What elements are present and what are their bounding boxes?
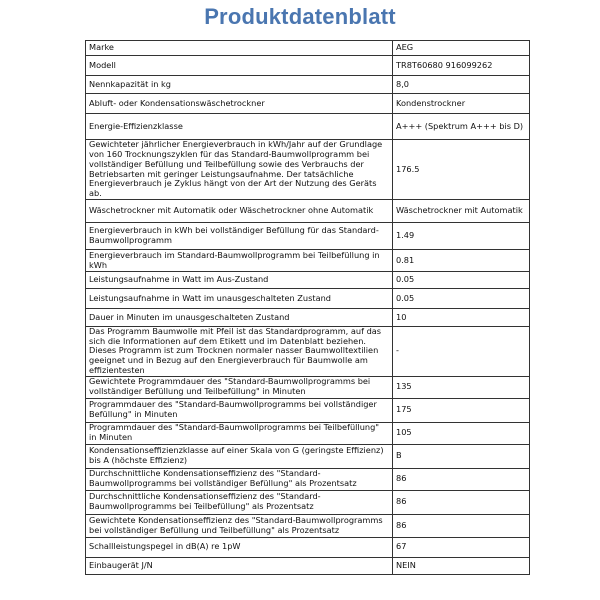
row-value: 0.81 [393,250,530,272]
table-row [86,490,530,514]
row-value: 176.5 [393,140,530,200]
row-value: 1.49 [393,223,530,250]
row-value: NEIN [393,557,530,574]
row-value: Wäschetrockner mit Automatik [393,200,530,223]
table-row [86,468,530,490]
table-row [86,376,530,398]
row-value: TR8T60680 916099262 [393,56,530,76]
row-value: 86 [393,490,530,514]
table-row [86,41,530,56]
row-label: Einbaugerät J/N [86,557,393,574]
row-label: Das Programm Baumwolle mit Pfeil ist das Standardprogramm, auf das sich die Informationen auf dem Etikett und im Datenblatt beziehen. Dieses Programm ist zum Trocknen normaler nasser Baumwolltextilien geeignet und in Bezug auf den Energieverbrauch für Baumwolle am effizientesten [86,327,393,377]
row-value: Kondenstrockner [393,94,530,114]
row-label: Energieverbrauch in kWh bei vollständiger Befüllung für das Standard-Baumwollprogramm [86,223,393,250]
table-row [86,272,530,289]
row-label: Dauer in Minuten im unausgeschalteten Zustand [86,309,393,327]
row-value: 10 [393,309,530,327]
row-label: Durchschnittliche Kondensationseffizienz des "Standard-Baumwollprogramms bei vollständiger Befüllung" als Prozentsatz [86,468,393,490]
table-row [86,289,530,309]
row-value: 135 [393,376,530,398]
row-label: Modell [86,56,393,76]
page-title: Produktdatenblatt [204,4,396,29]
table-row [86,514,530,537]
row-label: Gewichteter jährlicher Energieverbrauch in kWh/Jahr auf der Grundlage von 160 Trocknungszyklen für das Standard-Baumwollprogramm bei vollständiger Befüllung und Teilbefüllung sowie des Verbrauchs der Betriebsarten mit geringer Leistungsaufnahme. Der tatsächliche Energieverbrauch je Zyklus hängt von der Art der Nutzung des Geräts ab. [86,140,393,200]
table-row [86,444,530,468]
table-row [86,422,530,444]
row-label: Kondensationseffizienzklasse auf einer Skala von G (geringste Effizienz) bis A (höchste Effizienz) [86,444,393,468]
row-value: AEG [393,41,530,56]
table-row [86,223,530,250]
row-label: Energie-Effizienzklasse [86,114,393,140]
table-row [86,114,530,140]
row-label: Energieverbrauch im Standard-Baumwollprogramm bei Teilbefüllung in kWh [86,250,393,272]
row-value: - [393,327,530,377]
table-row [86,327,530,377]
row-value: 67 [393,537,530,557]
table-row [86,557,530,574]
table-row [86,309,530,327]
table-row [86,200,530,223]
row-value: 105 [393,422,530,444]
row-label: Programmdauer des "Standard-Baumwollprogramms bei Teilbefüllung" in Minuten [86,422,393,444]
row-value: 0.05 [393,289,530,309]
row-label: Programmdauer des "Standard-Baumwollprogramms bei vollständiger Befüllung" in Minuten [86,398,393,422]
table-row [86,537,530,557]
row-value: 0.05 [393,272,530,289]
table-row [86,76,530,94]
row-label: Marke [86,41,393,56]
row-label: Gewichtete Programmdauer des "Standard-Baumwollprogramms bei vollständiger Befüllung und Teilbefüllung" in Minuten [86,376,393,398]
row-value: 86 [393,514,530,537]
row-label: Leistungsaufnahme in Watt im Aus-Zustand [86,272,393,289]
product-data-table [85,40,530,575]
row-label: Schallleistungspegel in dB(A) re 1pW [86,537,393,557]
table-row [86,398,530,422]
row-label: Durchschnittliche Kondensationseffizienz des "Standard-Baumwollprogramms bei Teilbefüllung" als Prozentsatz [86,490,393,514]
row-value: 175 [393,398,530,422]
row-label: Leistungsaufnahme in Watt im unausgeschalteten Zustand [86,289,393,309]
table-row [86,250,530,272]
row-value: A+++ (Spektrum A+++ bis D) [393,114,530,140]
row-label: Abluft- oder Kondensationswäschetrockner [86,94,393,114]
row-label: Nennkapazität in kg [86,76,393,94]
row-value: B [393,444,530,468]
table-row [86,94,530,114]
table-row [86,140,530,200]
row-value: 86 [393,468,530,490]
row-value: 8,0 [393,76,530,94]
row-label: Gewichtete Kondensationseffizienz des "Standard-Baumwollprogramms bei vollständiger Befüllung und Teilbefüllung" als Prozentsatz [86,514,393,537]
row-label: Wäschetrockner mit Automatik oder Wäschetrockner ohne Automatik [86,200,393,223]
table-row [86,56,530,76]
